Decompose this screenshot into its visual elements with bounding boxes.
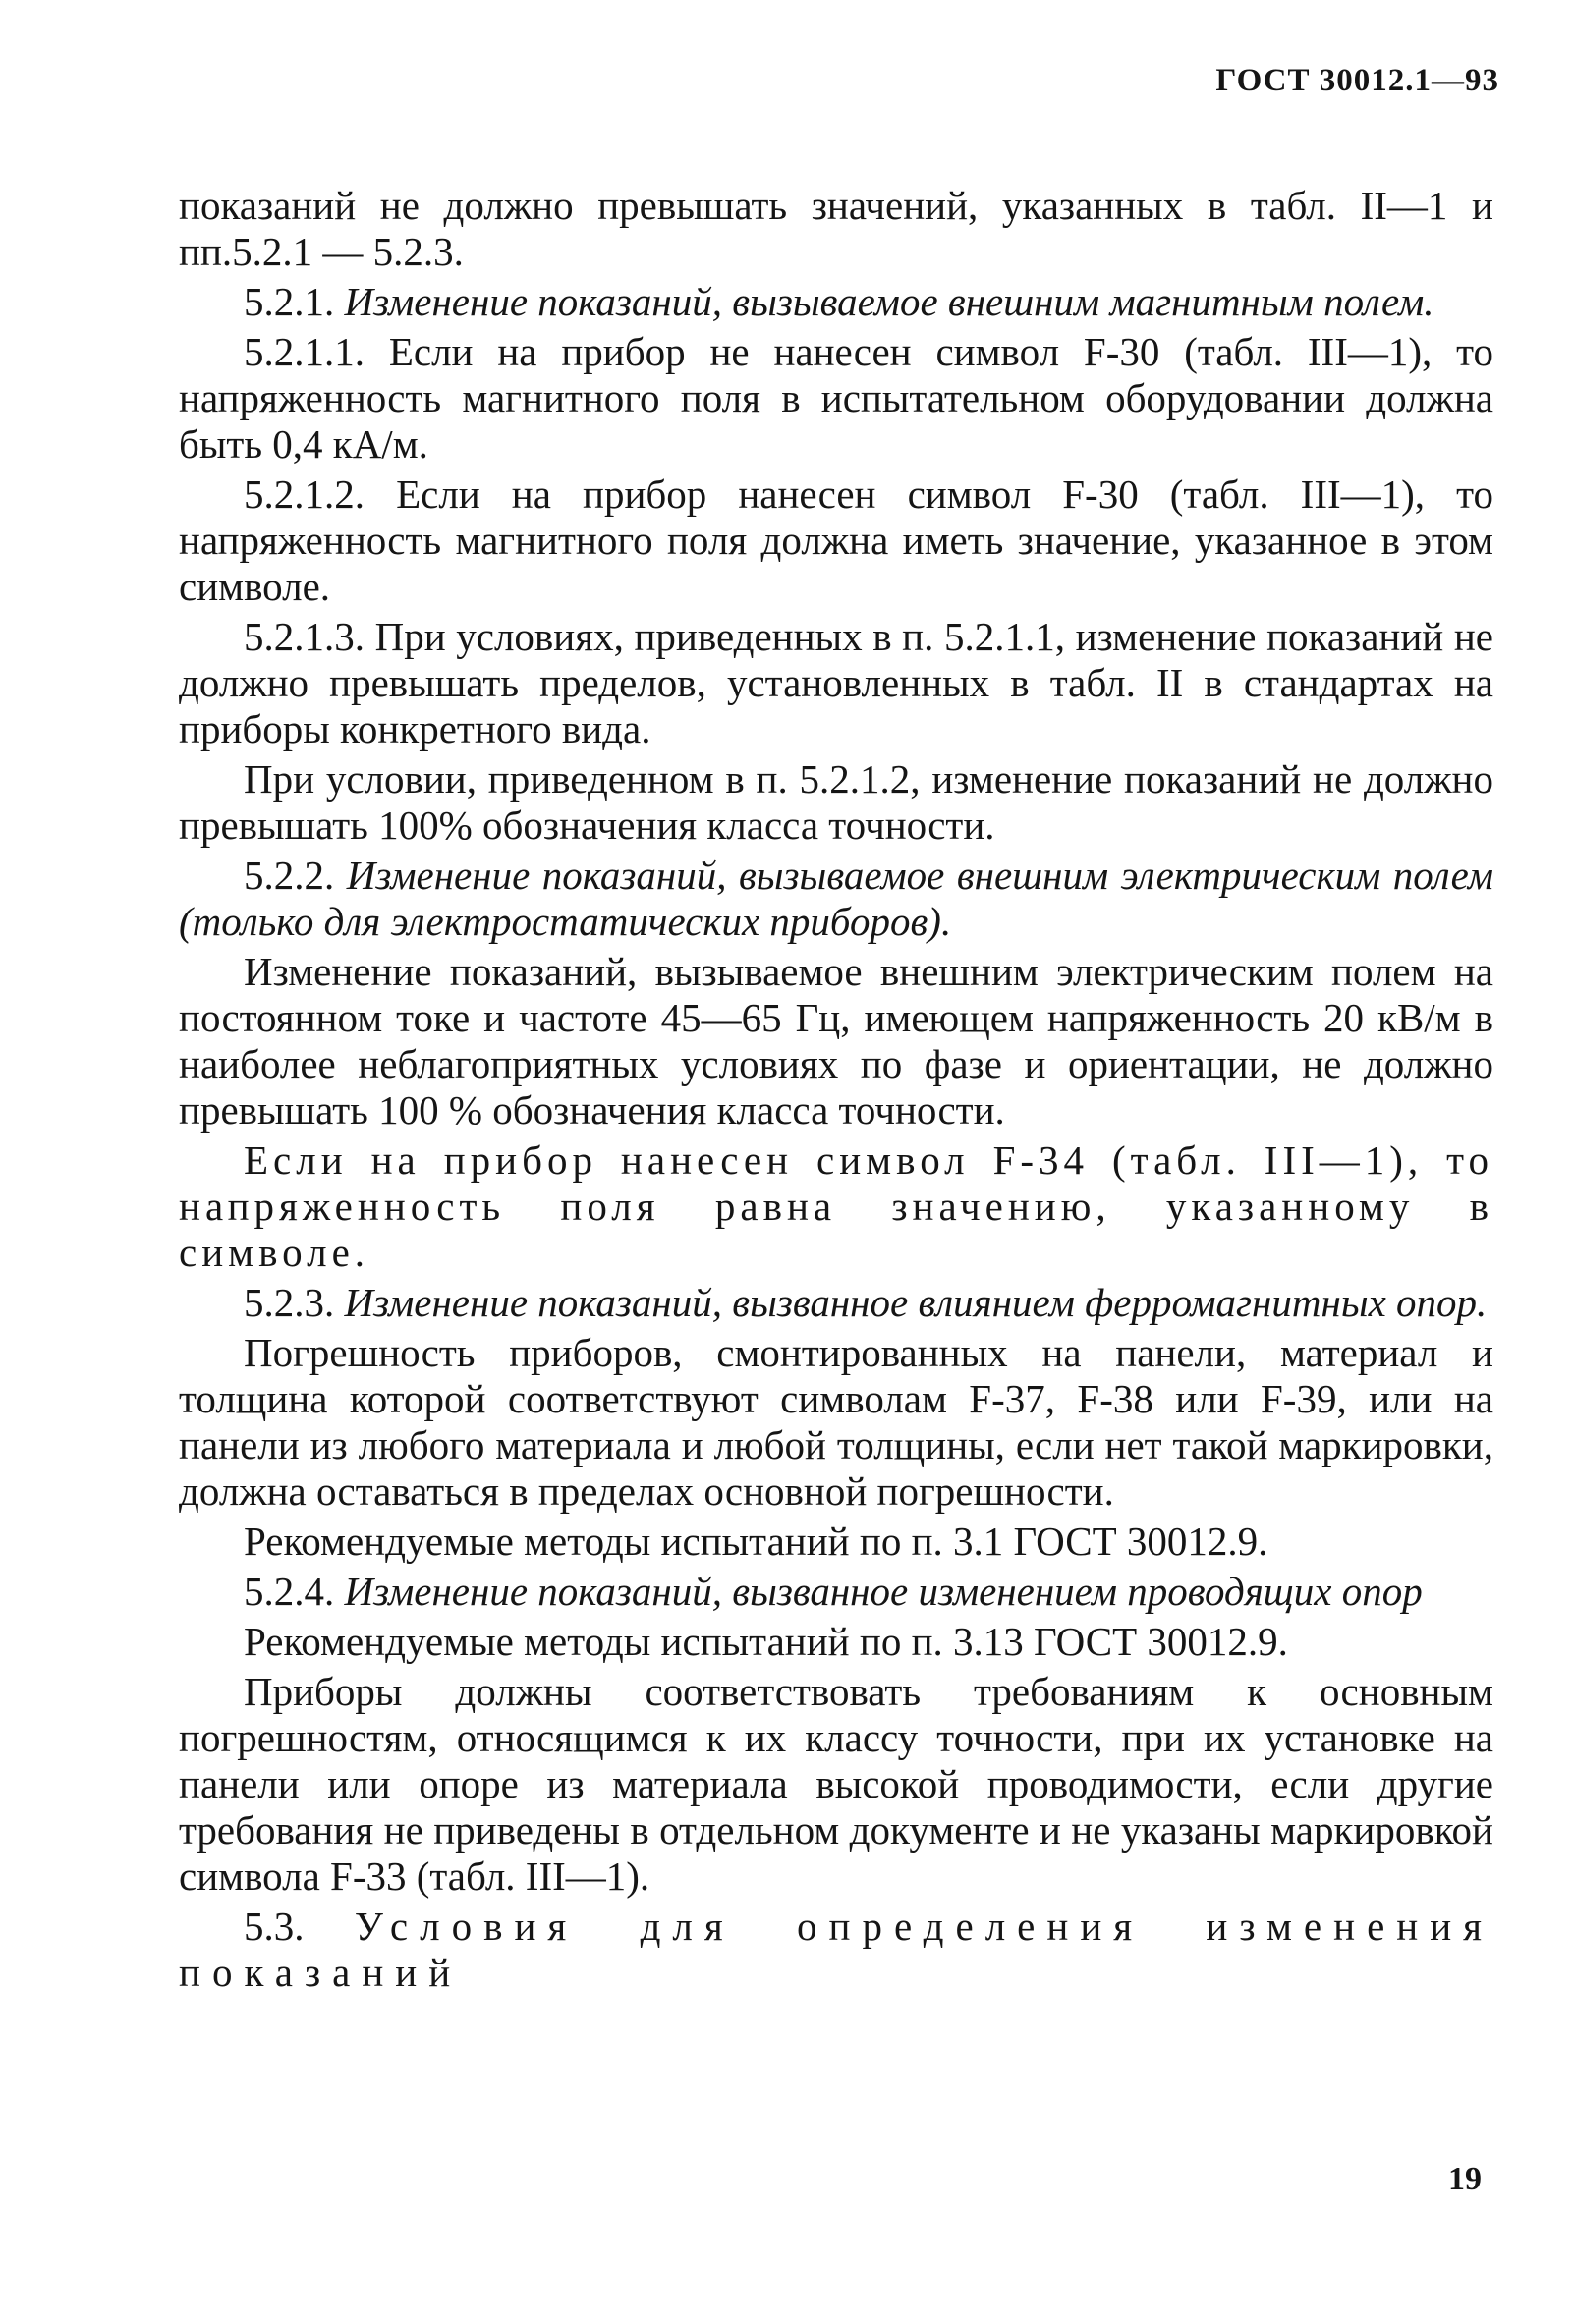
document-code-header: ГОСТ 30012.1—93 — [1215, 63, 1499, 98]
section-title: Изменение показаний, вызываемое внешним магнитным полем. — [344, 279, 1434, 324]
section-number: 5.2.1. — [244, 279, 335, 324]
section-title: Изменение показаний, вызванное изменением проводящих опор — [344, 1569, 1423, 1614]
section-title: Изменение показаний, вызываемое внешним электрическим полем (только для электростатических приборов). — [179, 853, 1494, 944]
section-title: Условия для определения изменения показаний — [179, 1904, 1494, 1995]
paragraph-test-methods-3-13: Рекомендуемые методы испытаний по п. 3.13 ГОСТ 30012.9. — [244, 1619, 1288, 1664]
section-number: 5.2.3. — [244, 1280, 335, 1325]
section-5-2-4-heading — [179, 1569, 1493, 1615]
section-number: 5.2.4. — [244, 1569, 335, 1614]
paragraph-ferromagnetic-error: Погрешность приборов, смонтированных на панели, материал и толщина которой соответствуют символам F-37, F-38 или F-39, или на панели из любого материала и любой толщины, если нет такой маркировки, должна оставаться в пределах основной погрешности. — [179, 1330, 1493, 1514]
paragraph-conductive-support: Приборы должны соответствовать требованиям к основным погрешностям, относящимся к их классу точности, при их установке на панели или опоре из материала высокой проводимости, если другие требования не приведены в отдельном документе и не указаны маркировкой символа F-33 (табл. III—1). — [179, 1669, 1493, 1899]
document-body — [179, 183, 1493, 2000]
section-5-3-heading — [179, 1904, 1493, 1996]
section-number: 5.3. — [244, 1904, 305, 1949]
paragraph-condition-5-2-1-2: При условии, приведенном в п. 5.2.1.2, изменение показаний не должно превышать 100% обозначения класса точности. — [179, 756, 1493, 848]
paragraph-continuation: показаний не должно превышать значений, указанных в табл. II—1 и пп.5.2.1 — 5.2.3. — [179, 183, 1493, 274]
paragraph-electric-field: Изменение показаний, вызываемое внешним электрическим полем на постоянном токе и частоте 45—65 Гц, имеющем напряженность 20 кВ/м в наиболее неблагоприятных условиях по фазе и ориентации, не должно превышать 100 % обозначения класса точности. — [179, 949, 1493, 1133]
section-5-2-2-heading — [179, 853, 1493, 945]
paragraph-5-2-1-2: 5.2.1.2. Если на прибор нанесен символ F-30 (табл. III—1), то напряженность магнитного поля должна иметь значение, указанное в этом символе. — [179, 471, 1493, 609]
section-5-2-1-heading — [179, 279, 1493, 325]
page-number: 19 — [1448, 2161, 1482, 2197]
paragraph-5-2-1-1: 5.2.1.1. Если на прибор не нанесен символ F-30 (табл. III—1), то напряженность магнитного поля в испытательном оборудовании должна быть 0,4 кА/м. — [179, 329, 1493, 467]
section-number: 5.2.2. — [244, 853, 335, 898]
paragraph-test-methods-3-1: Рекомендуемые методы испытаний по п. 3.1 ГОСТ 30012.9. — [244, 1519, 1268, 1564]
section-5-2-3-heading — [179, 1280, 1493, 1326]
paragraph-5-2-1-3: 5.2.1.3. При условиях, приведенных в п. 5.2.1.1, изменение показаний не должно превышать пределов, установленных в табл. II в стандартах на приборы конкретного вида. — [179, 614, 1493, 751]
section-title: Изменение показаний, вызванное влиянием ферромагнитных опор. — [344, 1280, 1488, 1325]
paragraph-symbol-f34: Если на прибор нанесен символ F-34 (табл. III—1), то напряженность поля равна значению, указанному в символе. — [179, 1137, 1493, 1275]
